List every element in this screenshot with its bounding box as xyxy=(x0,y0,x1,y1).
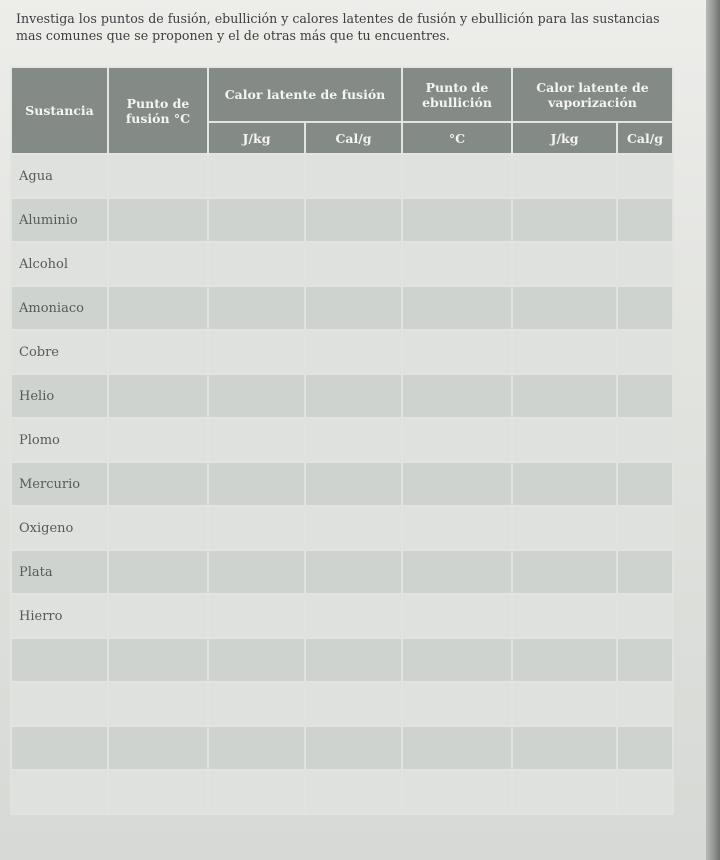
blank-answer-cell[interactable] xyxy=(208,154,305,198)
substance-name-cell xyxy=(11,726,108,770)
blank-answer-cell[interactable] xyxy=(512,330,617,374)
table-row xyxy=(11,638,673,682)
blank-answer-cell[interactable] xyxy=(208,638,305,682)
substance-table-body xyxy=(11,154,673,814)
blank-answer-cell[interactable] xyxy=(208,594,305,638)
substance-name-cell: Cobre xyxy=(11,330,108,374)
blank-answer-cell[interactable] xyxy=(208,418,305,462)
blank-answer-cell[interactable] xyxy=(208,286,305,330)
table-row xyxy=(11,242,673,286)
blank-answer-cell[interactable] xyxy=(402,330,512,374)
blank-answer-cell[interactable] xyxy=(512,506,617,550)
blank-answer-cell[interactable] xyxy=(108,682,208,726)
table-row xyxy=(11,770,673,814)
blank-answer-cell[interactable] xyxy=(617,638,673,682)
blank-answer-cell[interactable] xyxy=(108,594,208,638)
substance-name-cell: Agua xyxy=(11,154,108,198)
blank-answer-cell[interactable] xyxy=(402,550,512,594)
substance-name-cell xyxy=(11,682,108,726)
blank-answer-cell[interactable] xyxy=(208,682,305,726)
header-punto-ebullicion: Punto de ebullición xyxy=(402,67,512,122)
blank-answer-cell[interactable] xyxy=(305,418,402,462)
blank-answer-cell[interactable] xyxy=(402,242,512,286)
blank-answer-cell[interactable] xyxy=(402,506,512,550)
substance-name-cell: Alcohol xyxy=(11,242,108,286)
substance-name-cell: Plata xyxy=(11,550,108,594)
blank-answer-cell[interactable] xyxy=(617,594,673,638)
table-row xyxy=(11,594,673,638)
blank-answer-cell[interactable] xyxy=(108,242,208,286)
blank-answer-cell[interactable] xyxy=(617,682,673,726)
substance-table-wrapper xyxy=(10,66,674,815)
blank-answer-cell[interactable] xyxy=(305,506,402,550)
blank-answer-cell[interactable] xyxy=(617,770,673,814)
blank-answer-cell[interactable] xyxy=(108,154,208,198)
blank-answer-cell[interactable] xyxy=(108,462,208,506)
blank-answer-cell[interactable] xyxy=(208,374,305,418)
instruction-text: Investiga los puntos de fusión, ebullición y calores latentes de fusión y ebullición para las sustancias mas comunes que se proponen y el de otras más que tu encuentres. xyxy=(16,11,660,43)
page-edge-shadow xyxy=(706,0,720,860)
blank-answer-cell[interactable] xyxy=(617,550,673,594)
blank-answer-cell[interactable] xyxy=(617,506,673,550)
table-row xyxy=(11,330,673,374)
blank-answer-cell[interactable] xyxy=(402,770,512,814)
header-unit-celsius: °C xyxy=(402,122,512,154)
blank-answer-cell[interactable] xyxy=(108,374,208,418)
table-row xyxy=(11,154,673,198)
blank-answer-cell[interactable] xyxy=(305,462,402,506)
blank-answer-cell[interactable] xyxy=(108,726,208,770)
substance-name-cell: Aluminio xyxy=(11,198,108,242)
blank-answer-cell[interactable] xyxy=(108,418,208,462)
blank-answer-cell[interactable] xyxy=(402,682,512,726)
table-row xyxy=(11,682,673,726)
header-unit-jkg-fusion: J/kg xyxy=(208,122,305,154)
blank-answer-cell[interactable] xyxy=(108,550,208,594)
blank-answer-cell[interactable] xyxy=(617,242,673,286)
blank-answer-cell[interactable] xyxy=(208,330,305,374)
blank-answer-cell[interactable] xyxy=(402,638,512,682)
blank-answer-cell[interactable] xyxy=(512,462,617,506)
blank-answer-cell[interactable] xyxy=(208,198,305,242)
blank-answer-cell[interactable] xyxy=(108,286,208,330)
blank-answer-cell[interactable] xyxy=(402,198,512,242)
substance-name-cell: Oxigeno xyxy=(11,506,108,550)
table-row xyxy=(11,198,673,242)
blank-answer-cell[interactable] xyxy=(305,638,402,682)
blank-answer-cell[interactable] xyxy=(402,374,512,418)
substance-name-cell xyxy=(11,770,108,814)
blank-answer-cell[interactable] xyxy=(402,418,512,462)
table-row xyxy=(11,550,673,594)
blank-answer-cell[interactable] xyxy=(512,418,617,462)
blank-answer-cell[interactable] xyxy=(512,198,617,242)
substance-name-cell: Helio xyxy=(11,374,108,418)
blank-answer-cell[interactable] xyxy=(208,770,305,814)
blank-answer-cell[interactable] xyxy=(305,726,402,770)
blank-answer-cell[interactable] xyxy=(512,726,617,770)
table-row xyxy=(11,374,673,418)
blank-answer-cell[interactable] xyxy=(617,330,673,374)
blank-answer-cell[interactable] xyxy=(512,154,617,198)
blank-answer-cell[interactable] xyxy=(305,374,402,418)
substance-name-cell xyxy=(11,638,108,682)
blank-answer-cell[interactable] xyxy=(208,242,305,286)
blank-answer-cell[interactable] xyxy=(617,286,673,330)
blank-answer-cell[interactable] xyxy=(617,198,673,242)
table-row xyxy=(11,726,673,770)
header-calor-fusion: Calor latente de fusión xyxy=(208,67,402,122)
blank-answer-cell[interactable] xyxy=(617,726,673,770)
blank-answer-cell[interactable] xyxy=(208,550,305,594)
blank-answer-cell[interactable] xyxy=(617,154,673,198)
header-sustancia: Sustancia xyxy=(11,67,108,154)
blank-answer-cell[interactable] xyxy=(402,462,512,506)
substance-table xyxy=(10,66,674,815)
blank-answer-cell[interactable] xyxy=(512,550,617,594)
blank-answer-cell[interactable] xyxy=(512,242,617,286)
table-row xyxy=(11,286,673,330)
blank-answer-cell[interactable] xyxy=(305,330,402,374)
blank-answer-cell[interactable] xyxy=(305,550,402,594)
blank-answer-cell[interactable] xyxy=(108,770,208,814)
substance-name-cell: Hierro xyxy=(11,594,108,638)
blank-answer-cell[interactable] xyxy=(512,770,617,814)
blank-answer-cell[interactable] xyxy=(208,462,305,506)
header-punto-fusion: Punto de fusión °C xyxy=(108,67,208,154)
blank-answer-cell[interactable] xyxy=(108,198,208,242)
header-calor-vaporizacion: Calor latente de vaporización xyxy=(512,67,673,122)
blank-answer-cell[interactable] xyxy=(402,594,512,638)
blank-answer-cell[interactable] xyxy=(402,726,512,770)
blank-answer-cell[interactable] xyxy=(305,682,402,726)
substance-name-cell: Amoniaco xyxy=(11,286,108,330)
blank-answer-cell[interactable] xyxy=(305,154,402,198)
header-unit-jkg-vaporizacion: J/kg xyxy=(512,122,617,154)
blank-answer-cell[interactable] xyxy=(208,726,305,770)
blank-answer-cell[interactable] xyxy=(305,594,402,638)
blank-answer-cell[interactable] xyxy=(512,638,617,682)
blank-answer-cell[interactable] xyxy=(512,286,617,330)
blank-answer-cell[interactable] xyxy=(108,506,208,550)
header-unit-calg-vaporizacion: Cal/g xyxy=(617,122,673,154)
header-unit-calg-fusion: Cal/g xyxy=(305,122,402,154)
substance-name-cell: Plomo xyxy=(11,418,108,462)
substance-name-cell: Mercurio xyxy=(11,462,108,506)
blank-answer-cell[interactable] xyxy=(617,418,673,462)
blank-answer-cell[interactable] xyxy=(512,594,617,638)
blank-answer-cell[interactable] xyxy=(402,286,512,330)
blank-answer-cell[interactable] xyxy=(108,330,208,374)
blank-answer-cell[interactable] xyxy=(512,374,617,418)
blank-answer-cell[interactable] xyxy=(305,198,402,242)
blank-answer-cell[interactable] xyxy=(512,682,617,726)
table-row xyxy=(11,462,673,506)
table-row xyxy=(11,418,673,462)
blank-answer-cell[interactable] xyxy=(305,770,402,814)
blank-answer-cell[interactable] xyxy=(305,286,402,330)
blank-answer-cell[interactable] xyxy=(305,242,402,286)
blank-answer-cell[interactable] xyxy=(617,462,673,506)
blank-answer-cell[interactable] xyxy=(617,374,673,418)
blank-answer-cell[interactable] xyxy=(108,638,208,682)
blank-answer-cell[interactable] xyxy=(402,154,512,198)
blank-answer-cell[interactable] xyxy=(208,506,305,550)
table-row xyxy=(11,506,673,550)
